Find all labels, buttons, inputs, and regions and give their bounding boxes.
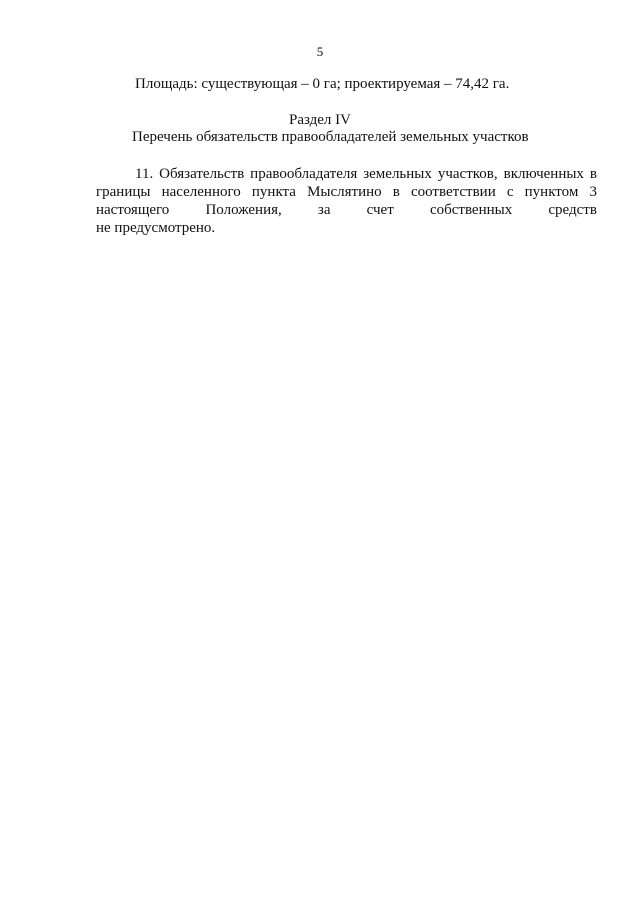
clause-word: Положения, — [205, 202, 282, 218]
clause-11 — [96, 165, 597, 237]
clause-line-1: 11. Обязательств правообладателя земельных участков, включенных в — [135, 166, 597, 182]
clause-word: за — [317, 202, 331, 218]
clause-word: собственных — [429, 202, 513, 218]
section-subtitle: Перечень обязательств правообладателей земельных участков — [132, 129, 529, 145]
clause-word: счет — [366, 202, 394, 218]
area-line: Площадь: существующая – 0 га; проектируемая – 74,42 га. — [135, 76, 510, 92]
page-number: 5 — [316, 44, 324, 59]
clause-line-3 — [96, 201, 597, 219]
clause-line-2: границы населенного пункта Мыслятино в соответствии с пунктом 3 — [96, 184, 597, 200]
clause-line-4: не предусмотрено. — [96, 220, 216, 236]
clause-word: настоящего — [96, 202, 170, 218]
section-title: Раздел IV — [288, 112, 351, 128]
clause-word: средств — [548, 202, 597, 218]
